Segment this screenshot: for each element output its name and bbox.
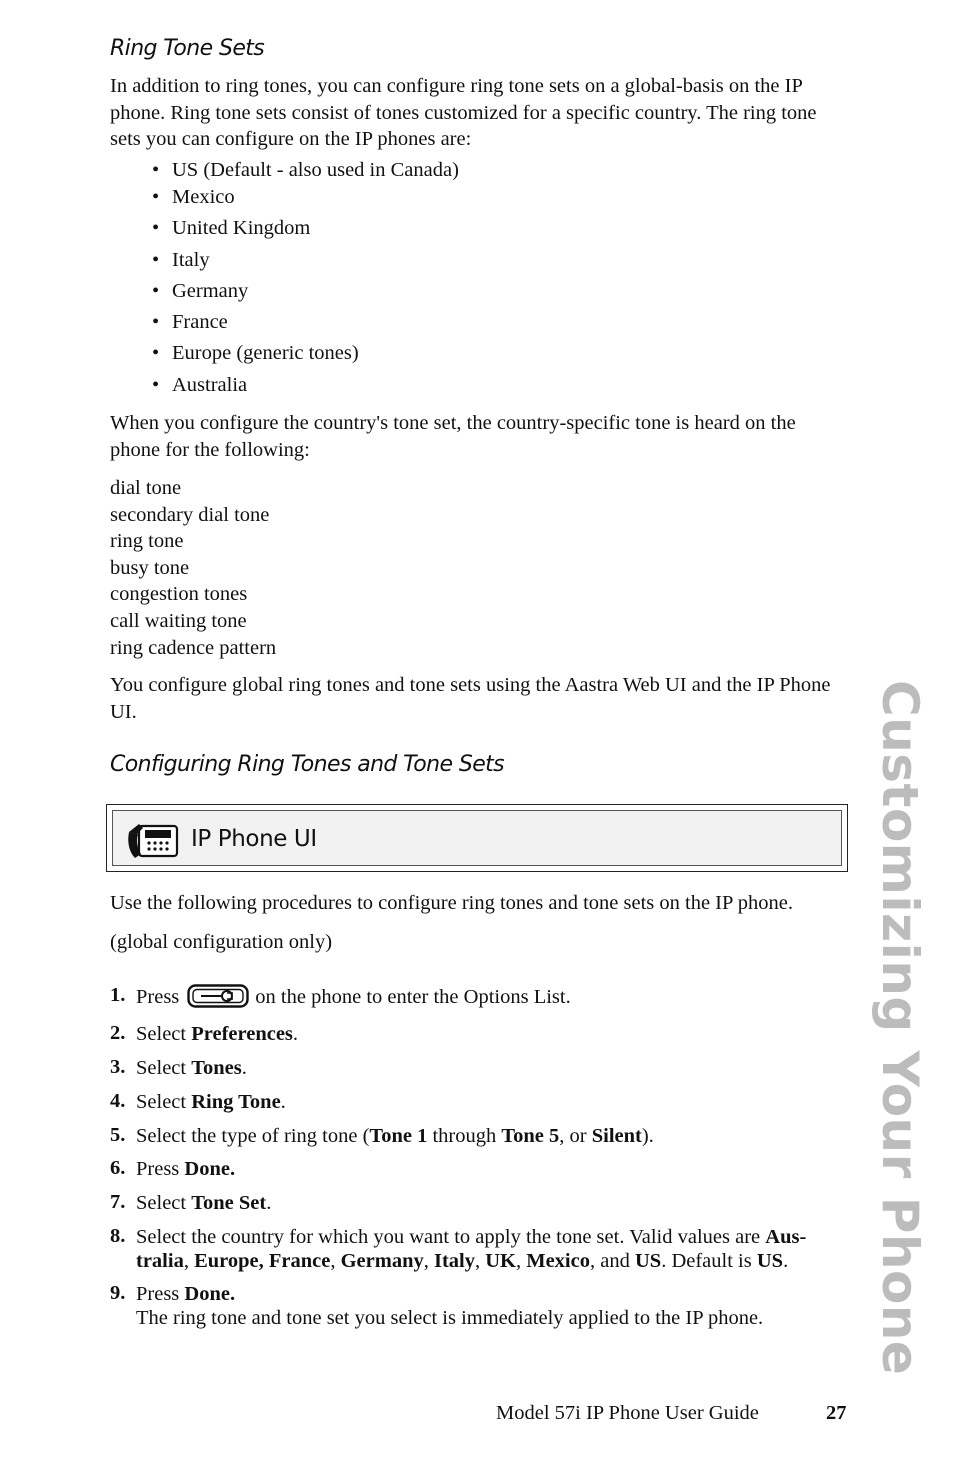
when-configure-paragraph: When you configure the country's tone set, the country-specific tone is heard on the phone for the following: xyxy=(110,412,796,461)
section-title-ring-tone-sets: Ring Tone Sets xyxy=(110,36,265,61)
list-item: • France xyxy=(152,311,228,333)
step-5: 5. Select the type of ring tone (Tone 1 through Tone 5, or Silent). xyxy=(110,1124,654,1147)
list-item: ring tone xyxy=(110,530,184,553)
global-configuration-note: (global configuration only) xyxy=(110,931,333,953)
step-3: 3. Select Tones. xyxy=(110,1056,247,1079)
list-item: dial tone xyxy=(110,477,182,499)
page-number: 27 xyxy=(826,1402,847,1424)
footer-guide-title: Model 57i IP Phone User Guide xyxy=(496,1402,759,1424)
options-key-icon xyxy=(187,984,249,1008)
step-1: 1. Press on the phone to enter the Options List. xyxy=(110,984,571,1008)
list-item: • Europe (generic tones) xyxy=(152,342,359,364)
list-item: ring cadence pattern xyxy=(110,636,277,659)
list-item: • Italy xyxy=(152,249,210,271)
list-item: • Australia xyxy=(152,374,248,396)
ip-phone-ui-box xyxy=(106,804,848,872)
tone-list xyxy=(110,475,276,661)
list-item: call waiting tone xyxy=(110,609,247,632)
phone-icon xyxy=(125,818,181,860)
step-7: 7. Select Tone Set. xyxy=(110,1191,272,1214)
list-item: secondary dial tone xyxy=(110,503,270,526)
closing-paragraph: You configure global ring tones and tone sets using the Aastra Web UI and the IP Phone UI. xyxy=(110,674,831,723)
side-tab xyxy=(870,680,930,1376)
list-item: • Mexico xyxy=(152,186,235,208)
side-tab-label: Customizing Your Phone xyxy=(871,680,929,1376)
list-item: • US (Default - also used in Canada) xyxy=(152,159,459,181)
section-title-configuring: Configuring Ring Tones and Tone Sets xyxy=(110,752,505,777)
ui-box-label: IP Phone UI xyxy=(191,826,317,852)
list-item: busy tone xyxy=(110,556,190,579)
configuring-intro: Use the following procedures to configure ring tones and tone sets on the IP phone. xyxy=(110,892,793,914)
step-2: 2. Select Preferences. xyxy=(110,1022,299,1045)
list-item: • United Kingdom xyxy=(152,217,311,239)
ring-tone-sets-intro: In addition to ring tones, you can configure ring tone sets on a global-basis on the IP phone. Ring tone sets consist of tones customized for a specific country. The ring tone sets you can configure on the IP phones are: xyxy=(110,75,817,150)
list-item: • Germany xyxy=(152,280,249,302)
step-8: 8. Select the country for which you want to apply the tone set. Valid values are Aus-tralia, Europe, France, Germany, Italy, UK, Mexico, and US. Default is US. xyxy=(110,1225,807,1272)
step-9: 9. Press Done. The ring tone and tone set you select is immediately applied to the IP phone. xyxy=(110,1282,764,1329)
step-4: 4. Select Ring Tone. xyxy=(110,1090,286,1113)
step-6: 6. Press Done. xyxy=(110,1157,236,1180)
list-item: congestion tones xyxy=(110,583,248,606)
